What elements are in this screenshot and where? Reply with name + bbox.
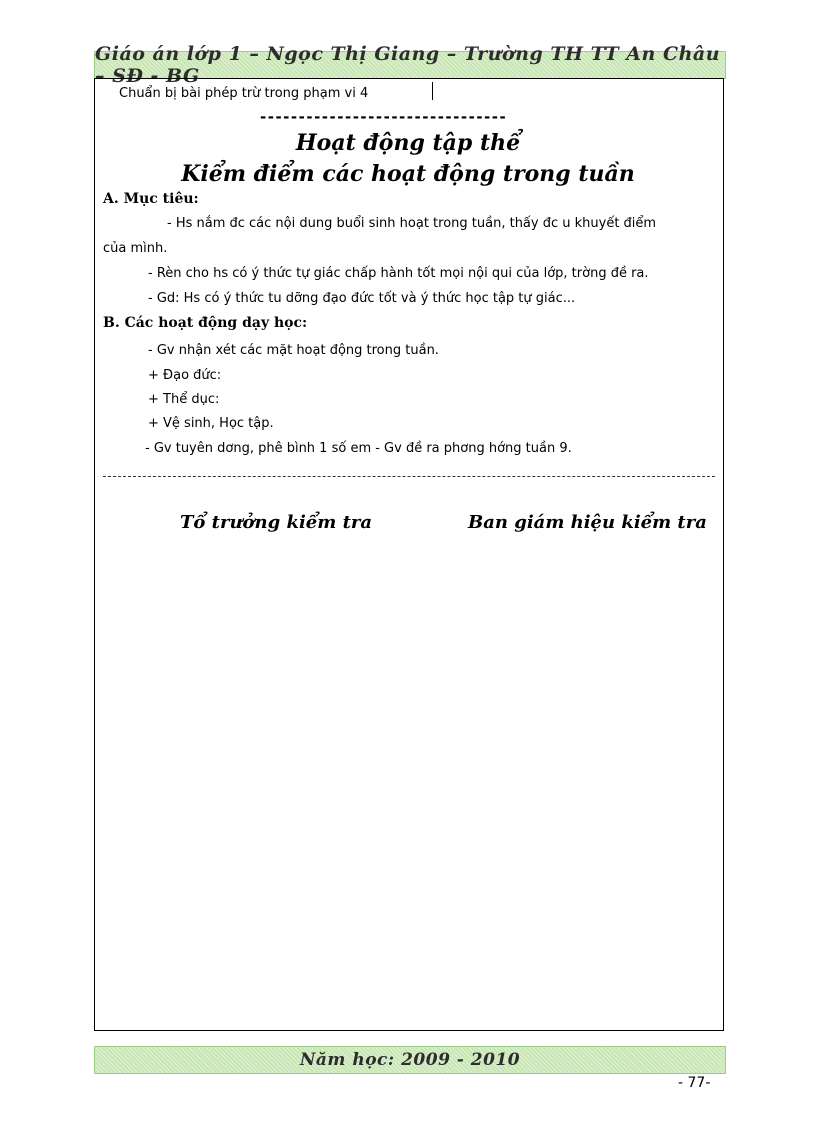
page-number: - 77- (678, 1075, 711, 1091)
title-line-1: Hoạt động tập thể (295, 130, 521, 156)
activity-line-4: + Vệ sinh, Học tập. (148, 416, 274, 431)
objective-line-1: - Hs nắm đc các nội dung buổi sinh hoạt trong tuần, thấy đc u khuyết điểm (167, 216, 657, 231)
title-line-2: Kiểm điểm các hoạt động trong tuần (181, 161, 635, 187)
objective-line-1-cont: của mình. (103, 241, 168, 256)
activity-line-5: - Gv tuyên dơng, phê bình 1 số em - Gv đề ra phơng hớng tuần 9. (145, 441, 572, 456)
dashed-divider (103, 476, 715, 477)
text-cursor-bar (432, 82, 433, 100)
objective-line-3: - Gd: Hs có ý thức tu dỡng đạo đức tốt và ý thức học tập tự giác... (148, 291, 576, 306)
carryover-text: Chuẩn bị bài phép trừ trong phạm vi 4 (119, 86, 369, 101)
section-a-heading: A. Mục tiêu: (103, 191, 199, 207)
header-band (94, 43, 726, 87)
signature-left: Tổ trưởng kiểm tra (180, 512, 373, 533)
activity-line-2: + Đạo đức: (148, 368, 222, 383)
header-text: Giáo án lớp 1 – Ngọc Thị Giang – Trường TH TT An Châu – SĐ - BG (95, 43, 721, 87)
activity-line-1: - Gv nhận xét các mặt hoạt động trong tuần. (148, 343, 439, 358)
footer-band (94, 1046, 726, 1074)
section-b-heading: B. Các hoạt động dạy học: (103, 315, 308, 331)
activity-line-3: + Thể dục: (148, 392, 220, 407)
footer-text: Năm học: 2009 - 2010 (299, 1050, 521, 1070)
separator-line: -------------------------------- (260, 108, 508, 126)
objective-line-2: - Rèn cho hs có ý thức tự giác chấp hành tốt mọi nội qui của lớp, trờng đề ra. (148, 266, 649, 281)
signature-right: Ban giám hiệu kiểm tra (468, 512, 707, 533)
